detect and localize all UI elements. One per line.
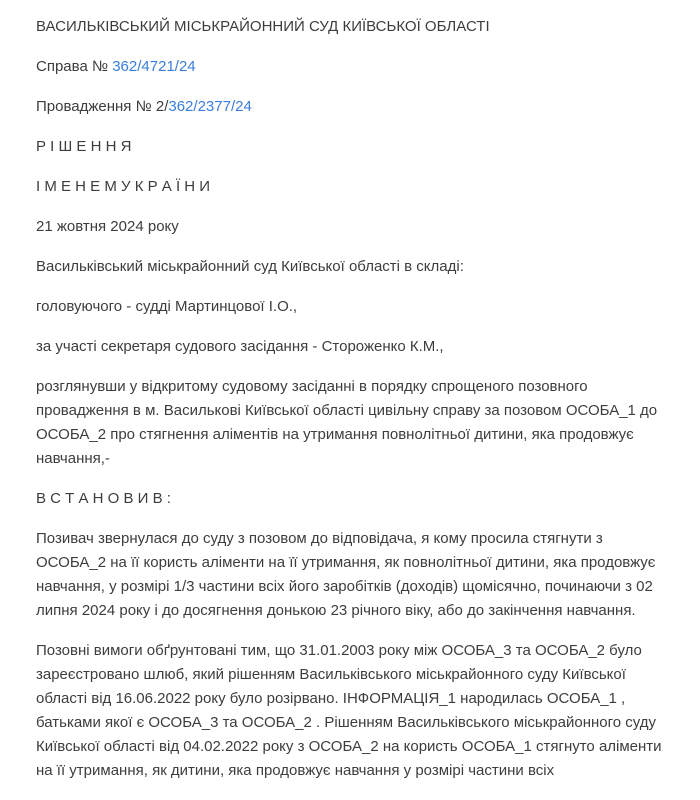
decision-date: 21 жовтня 2024 року	[36, 218, 179, 235]
claim-grounds-paragraph: Позовні вимоги обґрунтовані тим, що 31.01.2003 року між ОСОБА_3 та ОСОБА_2 було зареєстровано шлюб, який рішенням Васильківського міськрайонного суду Київської області від 16.06.2022 року було розірвано. ІНФОРМАЦІЯ_1 народилась ОСОБА_1 , батьками якої є ОСОБА_3 та ОСОБА_2 . Рішенням Васильківського міськрайонного суду Київської області від 04.02.2022 року з ОСОБА_2 на користь ОСОБА_1 стягнуто аліменти на її утримання, як дитини, яка продовжує навчання у розмірі частини всіх	[36, 642, 662, 779]
proceeding-number-line	[36, 95, 664, 119]
heading-in-the-name-of-ukraine: І М Е Н Е М У К Р А Ї Н И	[36, 178, 211, 195]
secretary-line: за участі секретаря судового засідання - Стороженко К.М.,	[36, 338, 444, 355]
proceeding-number-link[interactable]: 362/2377/24	[168, 98, 252, 115]
presiding-judge-line: головуючого - судді Мартинцової І.О.,	[36, 298, 298, 315]
claim-paragraph: Позивач звернулася до суду з позовом до відповідача, я кому просила стягнути з ОСОБА_2 на її користь аліменти на її утримання, як повнолітньої дитини, яка продовжує навчання, у розмірі 1/3 частини всіх його заробітків (доходів) щомісячно, починаючи з 02 липня 2024 року і до досягнення донькою 23 річного віку, або до закінчення навчання.	[36, 530, 656, 619]
proceeding-number-label: Провадження № 2/	[36, 98, 169, 115]
court-composition-line: Васильківський міськрайонний суд Київської області в складі:	[36, 258, 464, 275]
case-subject-paragraph: розглянувши у відкритому судовому засіданні в порядку спрощеного позовного провадження в м. Василькові Київської області цивільну справу за позовом ОСОБА_1 до ОСОБА_2 про стягнення аліментів на утримання повнолітньої дитини, яка продовжує навчання,-	[36, 378, 658, 467]
heading-decision: Р І Ш Е Н Н Я	[36, 138, 132, 155]
heading-established: В С Т А Н О В И В :	[36, 490, 171, 507]
court-name: ВАСИЛЬКІВСЬКИЙ МІСЬКРАЙОННИЙ СУД КИЇВСЬКОЇ ОБЛАСТІ	[36, 18, 490, 35]
case-number-link[interactable]: 362/4721/24	[112, 58, 196, 75]
case-number-line	[36, 55, 664, 79]
case-number-label: Справа №	[36, 58, 113, 75]
